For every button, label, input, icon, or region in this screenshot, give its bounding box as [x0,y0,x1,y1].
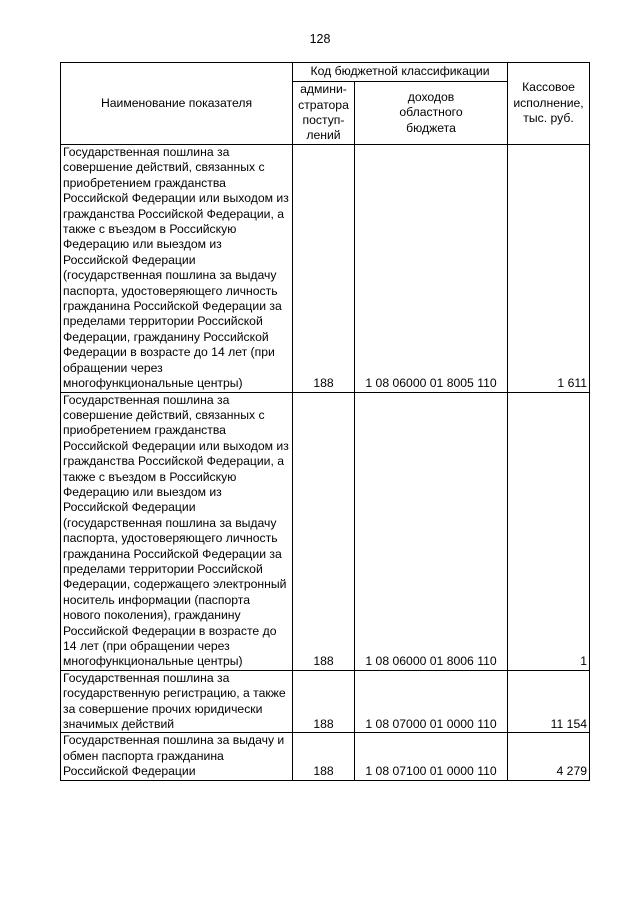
header-admin: админи- стратора поступ- лений [293,82,355,145]
row-amount: 4 279 [508,733,590,780]
table-header [61,63,590,145]
row-name: Государственная пошлина за совершение действий, связанных с приобретением гражданства Российской Федерации или выходом из гражданства Российской Федерации, а также с въездом в Российскую Федерацию или выездом из Российской Федерации (государственная пошлина за выдачу паспорта, удостоверяющего личность гражданина Российской Федерации за пределами территории Российской Федерации, гражданину Российской Федерации в возрасте до 14 лет (при обращении через многофункциональные центры) [61,145,293,393]
row-admin: 188 [293,392,355,670]
header-amount: Кассовое исполнение, тыс. руб. [508,63,590,145]
table-row [61,670,590,733]
row-admin: 188 [293,670,355,733]
row-name: Государственная пошлина за совершение действий, связанных с приобретением гражданства Российской Федерации или выходом из гражданства Российской Федерации, а также с въездом в Российскую Федерацию или выездом из Российской Федерации (государственная пошлина за выдачу паспорта, удостоверяющего личность гражданина Российской Федерации за пределами территории Российской Федерации, содержащего электронный носитель информации (паспорта нового поколения), гражданину Российской Федерации в возрасте до 14 лет (при обращении через многофункциональные центры) [61,392,293,670]
row-name: Государственная пошлина за выдачу и обмен паспорта гражданина Российской Федерации [61,733,293,780]
table-row [61,733,590,780]
row-code: 1 08 07100 01 0000 110 [355,733,508,780]
row-admin: 188 [293,145,355,393]
page-number: 128 [309,32,331,46]
row-admin: 188 [293,733,355,780]
header-group: Код бюджетной классификации [293,63,508,82]
row-code: 1 08 06000 01 8006 110 [355,392,508,670]
row-amount: 1 611 [508,145,590,393]
row-code: 1 08 06000 01 8005 110 [355,145,508,393]
header-name: Наименование показателя [61,63,293,145]
row-code: 1 08 07000 01 0000 110 [355,670,508,733]
row-amount: 1 [508,392,590,670]
row-amount: 11 154 [508,670,590,733]
header-income: доходов областного бюджета [355,82,508,145]
row-name: Государственная пошлина за государственную регистрацию, а также за совершение прочих юридически значимых действий [61,670,293,733]
table-body [61,145,590,781]
table-row [61,145,590,393]
table-row [61,392,590,670]
budget-table [60,62,590,781]
